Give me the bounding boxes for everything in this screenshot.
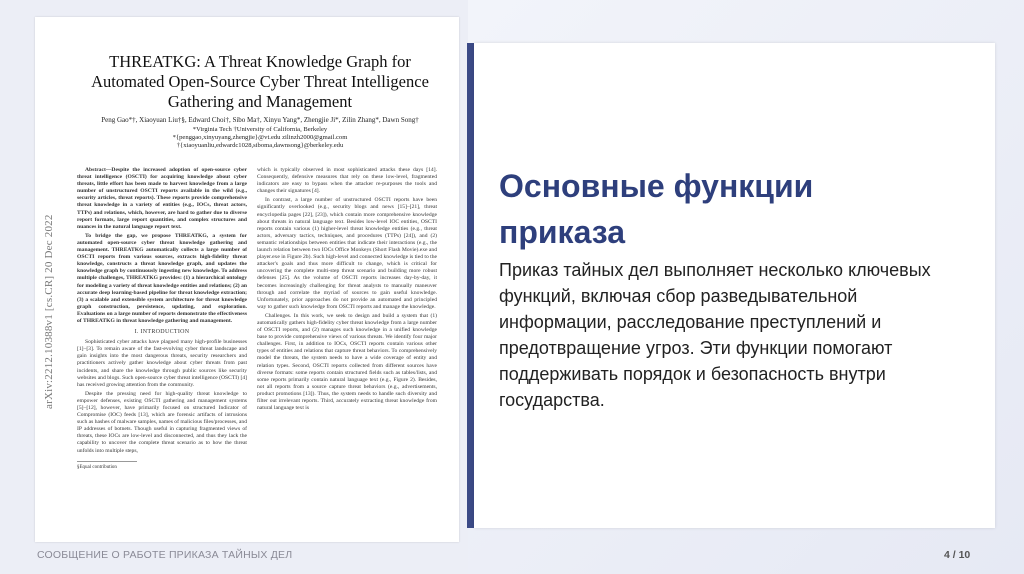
paper-footnote: §Equal contribution: [77, 461, 137, 471]
slide-title: Основные функции приказа: [499, 168, 814, 250]
paper-column-right: [257, 167, 437, 527]
paper-title-line: THREATKG: A Threat Knowledge Graph for: [109, 52, 411, 71]
arxiv-identifier: arXiv:2212.10388v1 [cs.CR] 20 Dec 2022: [43, 214, 55, 409]
paper-section-heading: I. INTRODUCTION: [134, 329, 190, 336]
slide-page-number: 4 / 10: [944, 549, 971, 561]
paper-title-line: Automated Open-Source Cyber Threat Intelligence: [91, 72, 429, 91]
paper-paragraph: In contrast, a large number of unstructured OSCTI reports have been significantly overlooked (e.g., security blogs and news [15]–[21], threat encyclopedia pages [22], [23]), which contain more comprehensive knowledge about threats in natural language text. Besides low-level IOC entities, OSCTI reports contain various (1) higher-level threat knowledge entities (e.g., threat actors, adversary tactics, techniques, and procedures (TTPs) [24]), and (2) semantic relationships between entities that indicate their interactions (e.g., the launch relation between two IOCs Office Monkeys (Short Flash Movie).exe and player.exe in Figure 2b). Such high-level and connected knowledge is tied to the attacker's goals and thus more difficult to change, which is critical for uncovering the complete multi-step threat scenario and building more robust defenses [25]. As the volume of OSCTI reports increases day-by-day, it becomes increasingly challenging for threat analysts to manually maneuver through and correlate the myriad of sources to gain useful knowledge. Unfortunately, prior approaches do not provide an automated and principled way to gather such knowledge from OSCTI reports and manage the knowledge.: [257, 197, 437, 310]
paper-abstract: To bridge the gap, we propose THREATKG, a system for automated open-source cyber threat knowledge gathering and management. THREATKG automatically collects a large number of OSCTI reports from various sources, extracts high-fidelity threat knowledge, constructs a threat knowledge graph, and updates the knowledge graph by continuously ingesting new knowledge. To address multiple challenges, THREATKG provides: (1) a hierarchical ontology for modeling a variety of threat knowledge entities and relations; (2) an accurate deep learning-based pipeline for threat knowledge extraction; (3) a scalable and extensible system architecture for threat knowledge graph construction, persistence, updating, and exploration. Evaluations on a large number of reports demonstrate the effectiveness of THREATKG in threat knowledge gathering and management.: [77, 232, 247, 324]
paper-author-list: Peng Gao*†, Xiaoyuan Liu†§, Edward Choi†, Sibo Ma†, Xinyu Yang*, Zhengjie Ji*, Zilin Zhang*, Dawn Song†: [101, 116, 419, 124]
paper-title-line: Gathering and Management: [167, 92, 353, 111]
paper-authors: [75, 116, 445, 150]
paper-paragraph: Challenges. In this work, we seek to design and build a system that (1) automatically gathers high-fidelity cyber threat knowledge from a large number of OSCTI reports, and (2) manages such knowledge in a unified knowledge base to provide comprehensive views of various threats. We identify four major challenges. First, in addition to IOCs, OSCTI reports contain various other types of entities and relations that capture threat behaviors. To comprehensively model the threats, the system needs to have a wide coverage of entity and relation types. Second, OSCTI reports collected from different sources have diverse formats: some reports contain structured fields such as tables/lists, and some reports primarily contain natural language text (e.g., Figure 2). Besides, not all reports from a source capture threat behaviors (e.g., advertisements, product promotions [13]). Thus, the system needs to handle such diversity and filter out irrelevant reports. Third, accurately extracting threat knowledge from natural language text is: [257, 312, 437, 412]
paper-emails: *{penggao,xinyuyang,zhengjie}@vt.edu zilinzh2000@gmail.com: [172, 134, 348, 141]
paper-image: [35, 17, 459, 542]
paper-column-left: [77, 167, 247, 517]
presentation-title-footer: СООБЩЕНИЕ О РАБОТЕ ПРИКАЗА ТАЙНЫХ ДЕЛ: [37, 549, 293, 561]
paper-title: [75, 52, 445, 112]
paper-abstract: Abstract—Despite the increased adoption of open-source cyber threat intelligence (OSCTI) for acquiring knowledge about cyber threats, little effort has been made to harvest knowledge from a large number of unstructured OSCTI reports available in the wild (e.g., security articles, threat reports). These reports provide comprehensive threat knowledge in a variety of entities (e.g., IOCs, threat actors, TTPs) and relations, which, however, are hard to gather due to diverse report formats, large report quantities, and complex structures and nuances in the natural language report text.: [77, 167, 247, 230]
paper-paragraph: Sophisticated cyber attacks have plagued many high-profile businesses [1]–[3]. To remain aware of the fast-evolving cyber threat landscape and gain insights into the most dangerous threats, security researchers and practitioners actively gather knowledge about cyber threats from past incidents, and share the knowledge through public sources like security websites and blogs. Such open-source cyber threat intelligence (OSCTI) [4] has received growing attention from the community.: [77, 339, 247, 388]
slide-body-text: Приказ тайных дел выполняет несколько ключевых функций, включая сбор разведывательной информации, расследование преступлений и предотвращение угроз. Эти функции помогают поддерживать порядок и безопасность внутри государства.: [499, 260, 931, 410]
paper-emails: †{xiaoyuanliu,edwardc1028,siboma,dawnsong}@berkeley.edu: [176, 142, 344, 149]
accent-bar: [467, 43, 474, 528]
paper-affiliations: *Virginia Tech †University of California, Berkeley: [192, 126, 328, 133]
paper-paragraph: Despite the pressing need for high-quality threat knowledge to empower defenses, existing OSCTI gathering and management systems [5]–[12], however, have primarily focused on structured Indicator of Compromise (IOC) feeds [13], which are forensic artifacts of intrusions such as hashes of malware samples, names of malicious files/processes, and IP addresses of botnets. Though useful in capturing fragmented views of threats, these IOCs are low-level and disconnected, and thus they lack the capability to uncover the complete threat scenario as to how the threat unfolds into multiple steps,: [77, 390, 247, 454]
paper-paragraph: which is typically observed in most sophisticated attacks these days [14]. Consequently, defensive measures that rely on these low-level, fragmented indicators are easy to bypass when the attacker re-purposes the tools and changes their signatures [4].: [257, 167, 437, 195]
